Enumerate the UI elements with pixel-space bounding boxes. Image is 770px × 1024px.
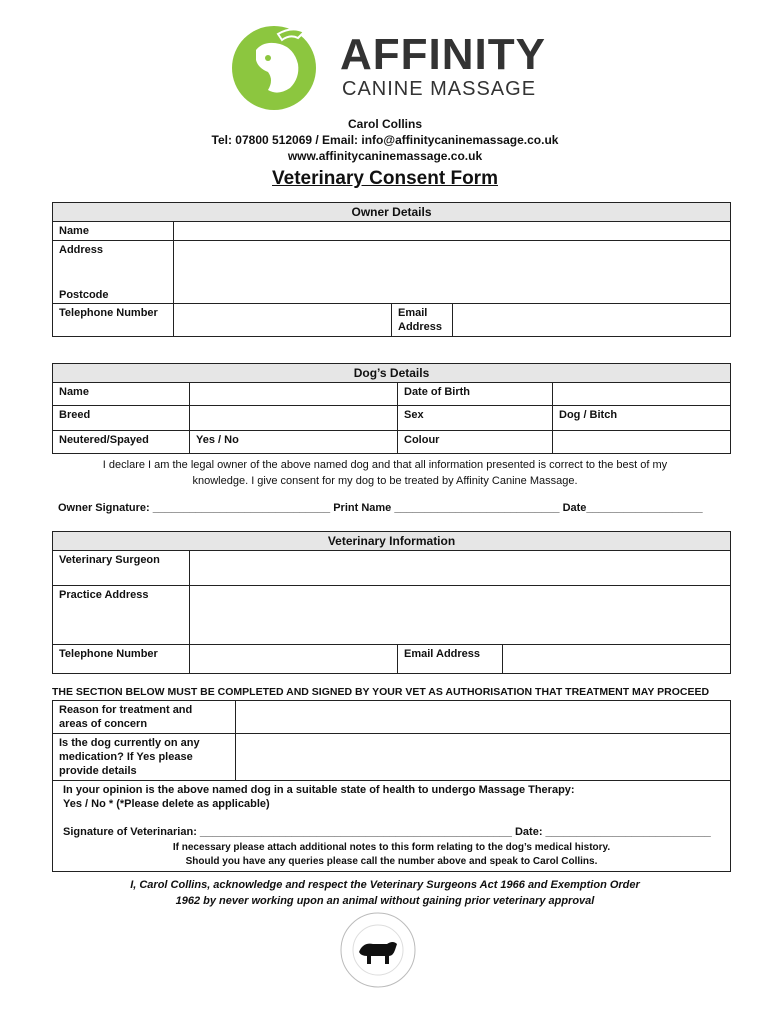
vet-surgeon-label: Veterinary Surgeon <box>53 551 190 586</box>
canine-massage-guild-seal <box>333 910 423 990</box>
colour-label: Colour <box>398 431 553 454</box>
queries-note: Should you have any queries please call the number above and speak to Carol Collins. <box>185 856 598 867</box>
dog-details-table <box>52 363 731 454</box>
contact-line: Tel: 07800 512069 / Email: info@affinitycaninemassage.co.uk <box>211 133 559 147</box>
logo-word-canine-massage: CANINE MASSAGE <box>342 78 537 100</box>
guild-seal-icon <box>333 910 423 990</box>
vet-authorisation-table <box>52 700 731 872</box>
vet-telephone-field[interactable] <box>190 645 398 674</box>
vet-email-label: Email Address <box>398 645 503 674</box>
footer-statement-line-2: 1962 by never working upon an animal without gaining prior veterinary approval <box>175 895 595 907</box>
reason-label-line1: Reason for treatment and <box>59 704 193 716</box>
owner-signature-line[interactable]: Owner Signature: _____________________________ Print Name ___________________________ Date___________________ <box>58 502 703 514</box>
owner-email-field[interactable] <box>453 304 731 337</box>
medication-label-line3: provide details <box>59 765 137 777</box>
sex-label: Sex <box>398 406 553 431</box>
dog-details-heading: Dog’s Details <box>53 364 731 383</box>
medication-field[interactable] <box>236 734 731 781</box>
opinion-options[interactable]: Yes / No * (*Please delete as applicable) <box>63 798 270 810</box>
vet-signature-line[interactable]: Signature of Veterinarian: ___________________________________________________ Date: ___________________________ <box>63 826 711 838</box>
medication-label <box>53 734 236 781</box>
reason-label-line2: areas of concern <box>59 718 148 730</box>
vet-surgeon-field[interactable] <box>190 551 731 586</box>
medication-label-line2: medication? If Yes please <box>59 751 193 763</box>
dob-label: Date of Birth <box>398 383 553 406</box>
owner-details-table <box>52 202 731 337</box>
sex-options[interactable]: Dog / Bitch <box>553 406 731 431</box>
dog-hand-logo-icon <box>228 22 328 112</box>
opinion-question: In your opinion is the above named dog in a suitable state of health to undergo Massage Therapy: <box>63 784 575 796</box>
breed-label: Breed <box>53 406 190 431</box>
owner-email-label <box>392 304 453 337</box>
postcode-label: Postcode <box>59 289 109 301</box>
owner-telephone-label: Telephone Number <box>53 304 174 337</box>
address-label: Address <box>59 244 104 256</box>
dog-name-field[interactable] <box>190 383 398 406</box>
page-title: Veterinary Consent Form <box>272 168 498 189</box>
logo-word-affinity: AFFINITY <box>340 30 546 79</box>
colour-field[interactable] <box>553 431 731 454</box>
owner-name-label: Name <box>53 222 174 241</box>
dob-field[interactable] <box>553 383 731 406</box>
owner-address-label <box>53 241 174 304</box>
email-label-line2: Address <box>398 321 443 333</box>
declaration-line-2: knowledge. I give consent for my dog to be treated by Affinity Canine Massage. <box>192 475 578 487</box>
vet-info-table <box>52 531 731 674</box>
owner-name: Carol Collins <box>347 117 422 131</box>
reason-field[interactable] <box>236 701 731 734</box>
owner-name-field[interactable] <box>174 222 731 241</box>
owner-details-heading: Owner Details <box>53 203 731 222</box>
owner-address-field[interactable] <box>174 241 731 304</box>
website: www.affinitycaninemassage.co.uk <box>287 149 483 163</box>
declaration-line-1: I declare I am the legal owner of the above named dog and that all information presented is correct to the best of my <box>102 459 668 471</box>
practice-address-label: Practice Address <box>53 586 190 645</box>
logo <box>228 22 546 112</box>
reason-label <box>53 701 236 734</box>
practice-address-field[interactable] <box>190 586 731 645</box>
breed-field[interactable] <box>190 406 398 431</box>
neutered-options[interactable]: Yes / No <box>190 431 398 454</box>
email-label-line1: Email <box>398 307 428 319</box>
vet-email-field[interactable] <box>503 645 731 674</box>
vet-info-heading: Veterinary Information <box>53 532 731 551</box>
neutered-label: Neutered/Spayed <box>53 431 190 454</box>
attach-notes-note: If necessary please attach additional notes to this form relating to the dog’s medical history. <box>172 842 611 853</box>
footer-statement-line-1: I, Carol Collins, acknowledge and respect the Veterinary Surgeons Act 1966 and Exemption Order <box>130 879 640 891</box>
owner-telephone-field[interactable] <box>174 304 392 337</box>
vet-opinion-block <box>53 781 731 872</box>
vet-section-notice: THE SECTION BELOW MUST BE COMPLETED AND SIGNED BY YOUR VET AS AUTHORISATION THAT TREATMENT MAY PROCEED <box>52 686 710 698</box>
dog-name-label: Name <box>53 383 190 406</box>
vet-telephone-label: Telephone Number <box>53 645 190 674</box>
medication-label-line1: Is the dog currently on any <box>59 737 200 749</box>
